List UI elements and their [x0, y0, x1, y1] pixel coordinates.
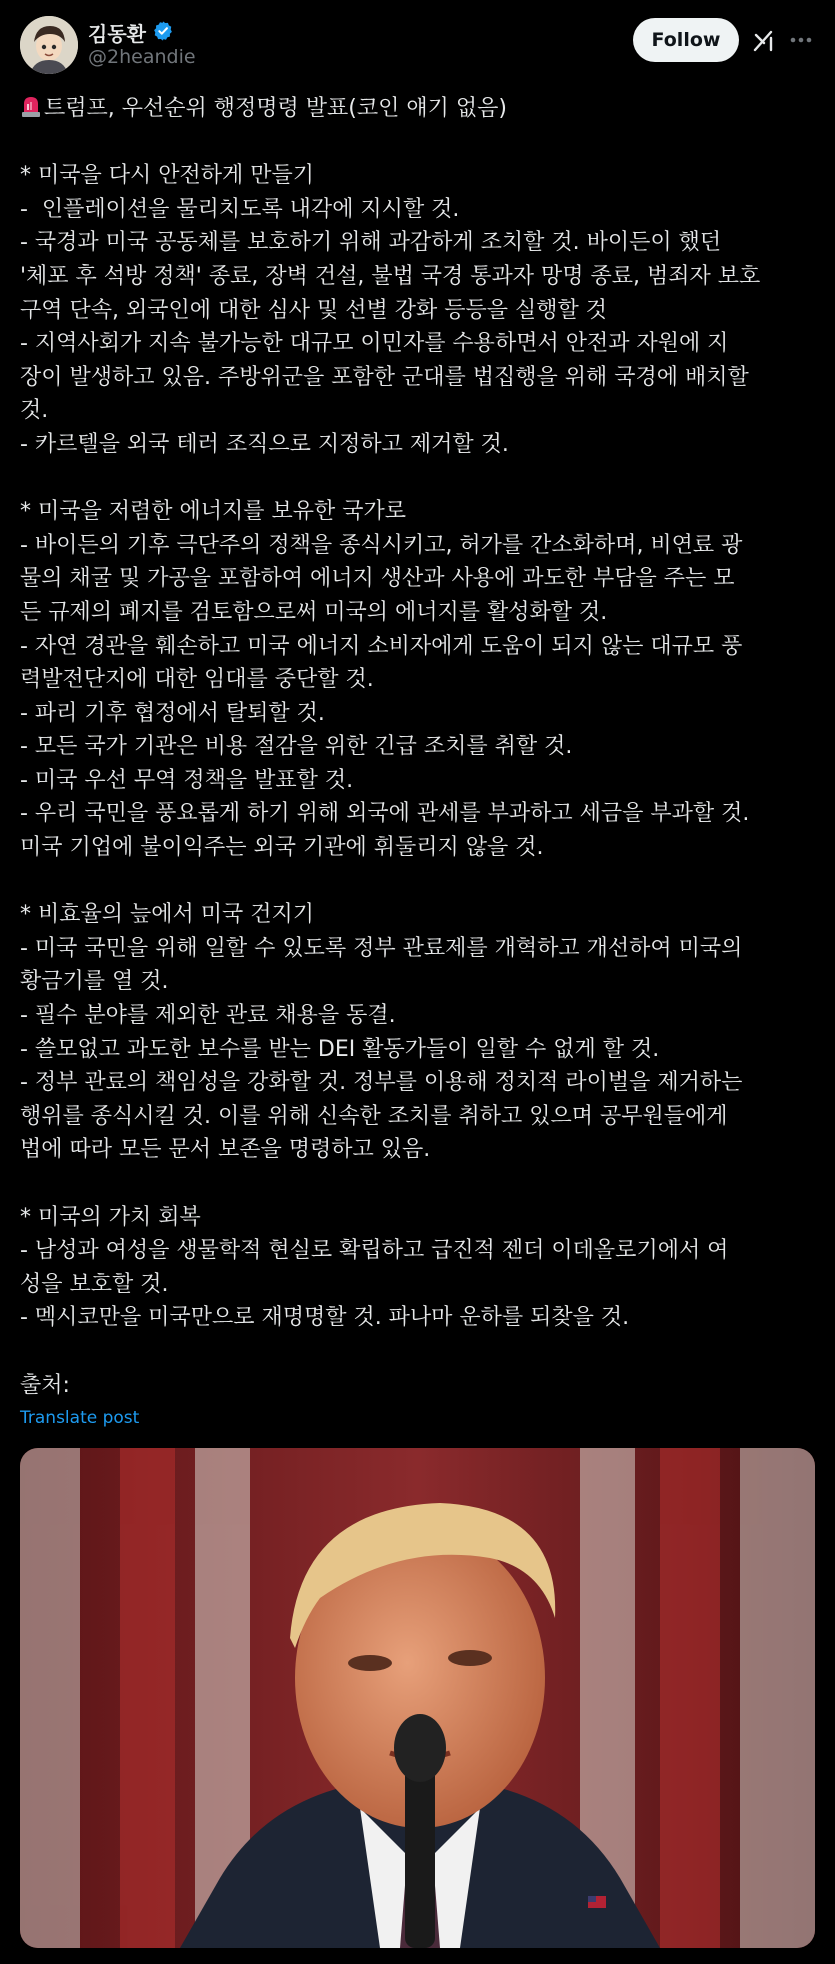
post-text-content: - 인플레이션을 물리치도록 내각에 지시할 것. [20, 196, 460, 222]
post-text-content: * 미국을 다시 안전하게 만들기 [20, 163, 314, 189]
post-text-line [20, 999, 820, 1033]
post-text-content: - 카르텔을 외국 테러 조직으로 지정하고 제거할 것. [20, 431, 509, 457]
post-text-content: '체포 후 석방 정책' 종료, 장벽 건설, 불법 국경 통과자 망명 종료, 범죄자 보호 [20, 263, 761, 289]
post-text-content: 성을 보호할 것. [20, 1271, 169, 1297]
post-text-content: - 바이든의 기후 극단주의 정책을 종식시키고, 허가를 간소화하며, 비연료 광 [20, 532, 743, 558]
post-text-line [20, 361, 820, 395]
post-text-content: * 미국을 저렴한 에너지를 보유한 국가로 [20, 499, 406, 525]
post-text-line [20, 159, 820, 193]
post-text-content: 것. [20, 398, 49, 424]
post-text-content: - 필수 분야를 제외한 관료 채용을 동결. [20, 1003, 396, 1029]
post-text-content: 물의 채굴 및 가공을 포함하여 에너지 생산과 사용에 과도한 부담을 주는 모 [20, 566, 735, 592]
post-text-line [20, 294, 820, 328]
post-text-line [20, 797, 820, 831]
post-text-line [20, 596, 820, 630]
post-text-line [20, 630, 820, 664]
post-text-content: - 정부 관료의 책임성을 강화할 것. 정부를 이용해 정치적 라이벌을 제거하는 [20, 1070, 743, 1096]
post-text-line [20, 562, 820, 596]
post-text-line [20, 831, 820, 865]
post-text-line [20, 1268, 820, 1302]
post-text-line [20, 495, 820, 529]
post-text-line [20, 898, 820, 932]
translate-post-link[interactable]: Translate post [20, 1408, 140, 1428]
post-text-line [20, 865, 820, 899]
post-text-line [20, 327, 820, 361]
post-text-line [20, 462, 820, 496]
post-text-content: - 자연 경관을 훼손하고 미국 에너지 소비자에게 도움이 되지 않는 대규모 풍 [20, 633, 743, 659]
post-text-content: 행위를 종식시킬 것. 이를 위해 신속한 조치를 취하고 있으며 공무원들에게 [20, 1103, 728, 1129]
siren-icon [20, 94, 42, 118]
post-text-line [20, 1369, 820, 1403]
post-text-content: - 남성과 여성을 생물학적 현실로 확립하고 급진적 젠더 이데올로기에서 여 [20, 1238, 729, 1264]
grok-icon[interactable] [751, 28, 777, 54]
post-text-content: 출처: [20, 1372, 70, 1398]
post-text-line [20, 1335, 820, 1369]
post-text-line [20, 697, 820, 731]
post-text-line [20, 1066, 820, 1100]
post-text-line [20, 1201, 820, 1235]
post-text-line [20, 1234, 820, 1268]
more-horizontal-icon[interactable] [787, 26, 815, 54]
post-text-line [20, 1133, 820, 1167]
post-text-content: 트럼프, 우선순위 행정명령 발표(코인 얘기 없음) [44, 96, 507, 121]
post-text-content: 미국 기업에 불이익주는 외국 기관에 휘둘리지 않을 것. [20, 835, 544, 861]
post-text-content: - 미국 우선 무역 정책을 발표할 것. [20, 767, 354, 793]
post-text-line [20, 1100, 820, 1134]
post-text-content: - 파리 기후 협정에서 탈퇴할 것. [20, 700, 325, 726]
post-text-content: - 멕시코만을 미국만으로 재명명할 것. 파나마 운하를 되찾을 것. [20, 1305, 630, 1331]
post-image[interactable] [20, 1448, 815, 1948]
post-text-line [20, 965, 820, 999]
post-text-line [20, 1033, 820, 1067]
post-text-content: - 국경과 미국 공동체를 보호하기 위해 과감하게 조치할 것. 바이든이 했던 [20, 230, 722, 256]
post-text-line [20, 1167, 820, 1201]
post-text-line [20, 1301, 820, 1335]
author-handle[interactable]: @2heandie [88, 46, 196, 68]
post-text-content: 구역 단속, 외국인에 대한 심사 및 선별 강화 등등을 실행할 것 [20, 297, 607, 323]
post-text-content: 법에 따라 모든 문서 보존을 명령하고 있음. [20, 1137, 431, 1163]
follow-button[interactable]: Follow [633, 18, 739, 62]
post-text-line [20, 932, 820, 966]
post-text-content: * 미국의 가치 회복 [20, 1204, 201, 1230]
post-text-content: 장이 발생하고 있음. 주방위군을 포함한 군대를 법집행을 위해 국경에 배치할 [20, 364, 749, 390]
post-text-content: 력발전단지에 대한 임대를 중단할 것. [20, 667, 374, 693]
post-text-line [20, 193, 820, 227]
post-text-content: - 모든 국가 기관은 비용 절감을 위한 긴급 조치를 취할 것. [20, 734, 573, 760]
verified-badge-icon [152, 20, 174, 46]
post-text-line [20, 428, 820, 462]
post-text-line [20, 529, 820, 563]
post-text-content: 황금기를 열 것. [20, 969, 169, 995]
post-header [20, 16, 815, 74]
post-text-line [20, 92, 820, 126]
post-text-content: - 쓸모없고 과도한 보수를 받는 DEI 활동가들이 일할 수 없게 할 것. [20, 1036, 660, 1062]
post-text [20, 92, 820, 1402]
post-text-line [20, 764, 820, 798]
post-text-line [20, 663, 820, 697]
post-text-content: 든 규제의 폐지를 검토함으로써 미국의 에너지를 활성화할 것. [20, 599, 608, 625]
post-text-line [20, 126, 820, 160]
post-text-line [20, 260, 820, 294]
post-text-content: - 우리 국민을 풍요롭게 하기 위해 외국에 관세를 부과하고 세금을 부과할 것. [20, 801, 750, 827]
post-text-line [20, 226, 820, 260]
post-text-content: - 지역사회가 지속 불가능한 대규모 이민자를 수용하면서 안전과 자원에 지 [20, 331, 729, 357]
post-text-content: - 미국 국민을 위해 일할 수 있도록 정부 관료제를 개혁하고 개선하여 미국의 [20, 935, 743, 961]
author-name[interactable]: 김동환 [88, 22, 146, 46]
post-text-line [20, 730, 820, 764]
post-text-line [20, 394, 820, 428]
post-text-content: * 비효율의 늪에서 미국 건지기 [20, 902, 314, 928]
avatar[interactable] [20, 16, 78, 74]
